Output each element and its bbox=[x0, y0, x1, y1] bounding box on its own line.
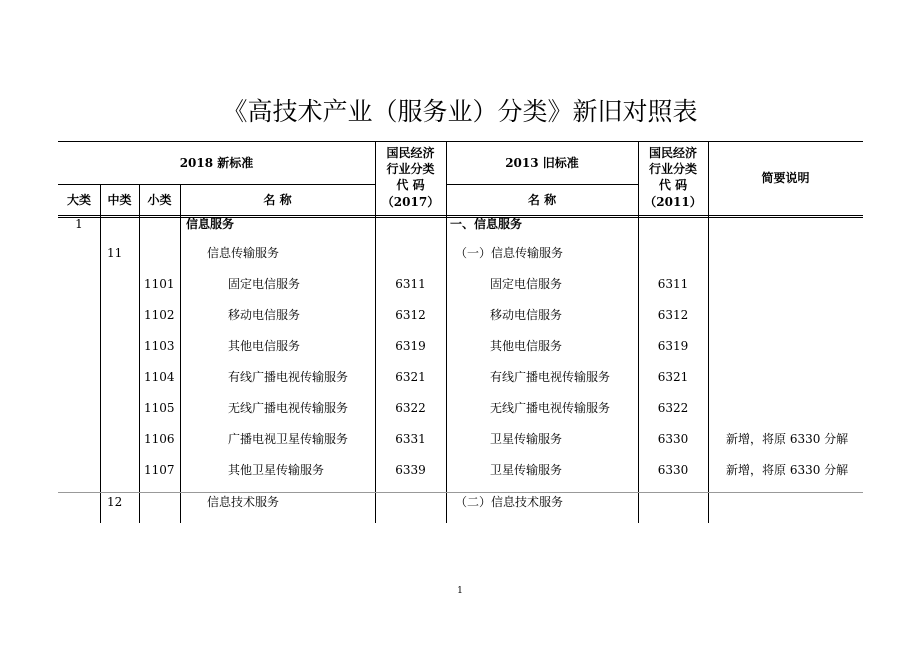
cell-name: 信息服务 bbox=[186, 217, 235, 231]
header-note: 简要说明 bbox=[761, 171, 810, 185]
header-2018-standard: 2018 新标准 bbox=[179, 156, 254, 170]
header-xiao-lei: 小类 bbox=[147, 193, 172, 207]
cell-note: 新增，将原 6330 分解 bbox=[726, 463, 849, 477]
cell-code-2011: 6330 bbox=[657, 463, 689, 477]
cell-name: 固定电信服务 bbox=[228, 277, 301, 291]
header-2013-standard: 2013 旧标准 bbox=[505, 156, 579, 170]
header-name-2013: 名 称 bbox=[527, 193, 557, 207]
header-da-lei: 大类 bbox=[66, 193, 91, 207]
cell-code-2011: 6319 bbox=[657, 339, 689, 353]
cell-old-name: 卫星传输服务 bbox=[490, 463, 563, 477]
cell-old-name: （一）信息传输服务 bbox=[455, 246, 564, 260]
cell-name: 移动电信服务 bbox=[228, 308, 301, 322]
cell-name: 信息传输服务 bbox=[207, 246, 280, 260]
cell-code-2011: 6321 bbox=[657, 370, 689, 384]
header-code2017-line4: （2017） bbox=[381, 195, 440, 209]
header-zhong-lei: 中类 bbox=[107, 193, 132, 207]
cell-code-2011: 6330 bbox=[657, 432, 689, 446]
cell-code-2017: 6322 bbox=[395, 401, 426, 415]
cell-name: 广播电视卫星传输服务 bbox=[228, 432, 349, 446]
comparison-table bbox=[58, 141, 863, 523]
cell-xiao-lei: 1106 bbox=[144, 432, 175, 446]
cell-code-2011: 6312 bbox=[657, 308, 689, 322]
cell-name: 信息技术服务 bbox=[207, 495, 280, 509]
cell-name: 无线广播电视传输服务 bbox=[228, 401, 349, 415]
header-code2017-line1: 国民经济 bbox=[386, 146, 435, 160]
cell-old-name: 卫星传输服务 bbox=[490, 432, 563, 446]
cell-code-2017: 6321 bbox=[395, 370, 426, 384]
cell-code-2017: 6312 bbox=[395, 308, 426, 322]
cell-xiao-lei: 1101 bbox=[144, 277, 175, 291]
cell-code-2011: 6311 bbox=[657, 277, 689, 291]
header-code2017-line3: 代 码 bbox=[396, 178, 425, 192]
cell-old-name: 其他电信服务 bbox=[490, 339, 563, 353]
cell-name: 其他卫星传输服务 bbox=[228, 463, 325, 477]
cell-name: 其他电信服务 bbox=[228, 339, 301, 353]
document-title: 《高技术产业（服务业）分类》新旧对照表 bbox=[222, 97, 698, 126]
cell-xiao-lei: 1105 bbox=[144, 401, 175, 415]
cell-note: 新增，将原 6330 分解 bbox=[726, 432, 849, 446]
cell-zhong-lei: 11 bbox=[107, 246, 123, 260]
cell-code-2017: 6311 bbox=[395, 277, 426, 291]
page-number: 1 bbox=[457, 586, 463, 596]
header-name-2018: 名 称 bbox=[263, 193, 292, 207]
cell-xiao-lei: 1104 bbox=[144, 370, 175, 384]
cell-old-name: 有线广播电视传输服务 bbox=[490, 370, 611, 384]
header-code2011-line4: （2011） bbox=[644, 195, 702, 209]
header-code2011-line1: 国民经济 bbox=[648, 146, 697, 160]
cell-zhong-lei: 12 bbox=[107, 495, 123, 509]
cell-xiao-lei: 1103 bbox=[144, 339, 175, 353]
cell-old-name: 一、信息服务 bbox=[450, 217, 523, 231]
cell-old-name: 固定电信服务 bbox=[490, 277, 563, 291]
cell-old-name: 无线广播电视传输服务 bbox=[490, 401, 611, 415]
cell-xiao-lei: 1107 bbox=[144, 463, 175, 477]
header-code2011-line3: 代 码 bbox=[658, 178, 688, 192]
cell-code-2017: 6331 bbox=[395, 432, 426, 446]
cell-da-lei: 1 bbox=[75, 217, 83, 231]
cell-old-name: （二）信息技术服务 bbox=[455, 495, 564, 509]
cell-old-name: 移动电信服务 bbox=[490, 308, 563, 322]
cell-name: 有线广播电视传输服务 bbox=[228, 370, 349, 384]
cell-code-2017: 6339 bbox=[395, 463, 426, 477]
cell-xiao-lei: 1102 bbox=[144, 308, 175, 322]
cell-code-2011: 6322 bbox=[657, 401, 689, 415]
cell-code-2017: 6319 bbox=[395, 339, 426, 353]
header-code2017-line2: 行业分类 bbox=[386, 162, 435, 176]
header-code2011-line2: 行业分类 bbox=[648, 162, 697, 176]
